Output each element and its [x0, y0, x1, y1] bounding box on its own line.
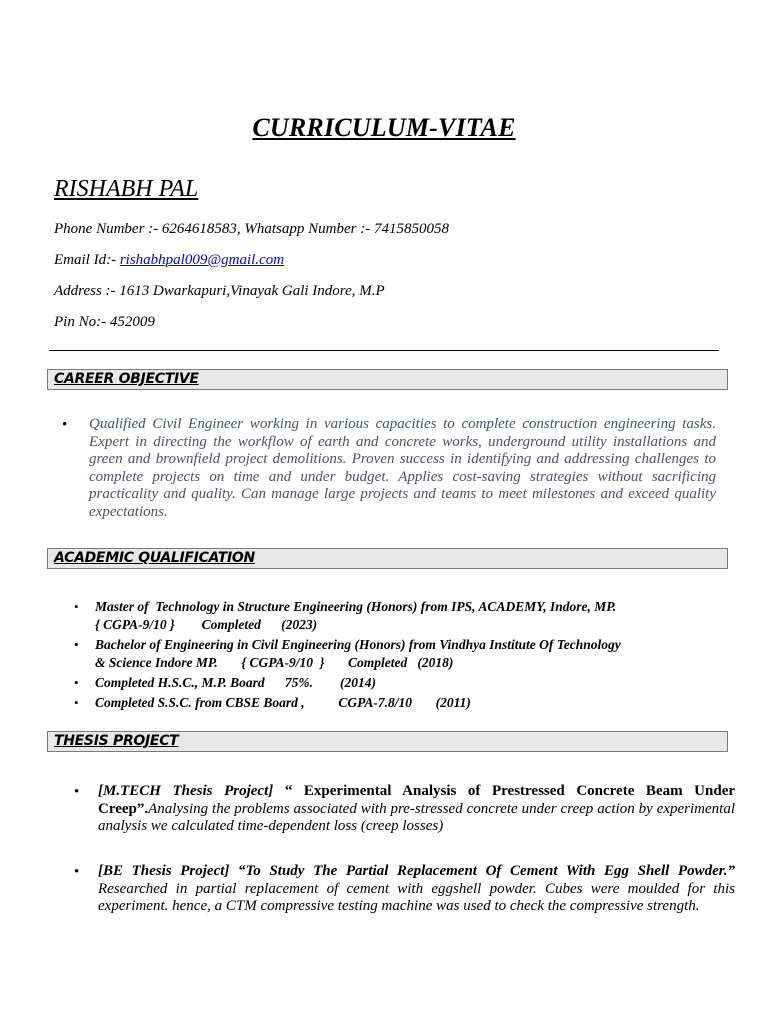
thesis-tag: [M.TECH Thesis Project]	[98, 783, 274, 799]
academic-item	[95, 694, 735, 712]
phone-line: Phone Number :- 6264618583, Whatsapp Number :- 7415850058	[54, 221, 449, 237]
section-academic-qualification	[47, 548, 728, 569]
academic-line: Master of Technology in Structure Engineering (Honors) from IPS, ACADEMY, Indore, MP.	[95, 599, 617, 614]
email-link[interactable]: rishabhpal009@gmail.com	[119, 252, 285, 268]
bullet-icon: •	[74, 599, 79, 614]
section-thesis-project	[47, 731, 728, 752]
bullet-icon: •	[74, 695, 79, 710]
bullet-icon: •	[74, 784, 80, 800]
academic-line: { CGPA-9/10 } Completed (2023)	[95, 617, 318, 632]
bullet-icon: •	[74, 675, 79, 690]
thesis-item-be	[98, 863, 735, 916]
thesis-description: Analysing the problems associated with pre-stressed concrete under creep action by experimental analysis we calculated time-dependent loss (creep losses)	[98, 800, 735, 834]
academic-line: Completed S.S.C. from CBSE Board , CGPA-7.8/10 (2011)	[95, 695, 471, 710]
page-title: CURRICULUM-VITAE	[252, 113, 516, 142]
bullet-icon: •	[74, 637, 79, 652]
academic-item	[95, 598, 735, 634]
academic-item	[95, 636, 735, 672]
thesis-quote: “	[273, 783, 304, 799]
academic-line: & Science Indore MP. { CGPA-9/10 } Completed (2018)	[95, 655, 454, 670]
candidate-name: RISHABH PAL	[54, 176, 199, 202]
thesis-description: Researched in partial replacement of cement with eggshell powder. Cubes were moulded for this experiment. hence, a CTM compressive testing machine was used to check the compressive strength.	[98, 880, 735, 914]
section-career-objective	[47, 369, 728, 390]
academic-item	[95, 674, 735, 692]
email-label: Email Id:-	[54, 252, 120, 268]
header-divider	[49, 350, 719, 351]
section-title: THESIS PROJECT	[54, 733, 179, 749]
address-line: Address :- 1613 Dwarkapuri,Vinayak Gali Indore, M.P	[54, 283, 385, 299]
thesis-item-mtech	[98, 783, 735, 836]
email-line	[54, 252, 284, 269]
academic-line: Bachelor of Engineering in Civil Engineering (Honors) from Vindhya Institute Of Technology	[95, 637, 621, 652]
section-title: CAREER OBJECTIVE	[54, 371, 199, 387]
career-objective-text: Qualified Civil Engineer working in various capacities to complete construction engineering tasks. Expert in directing the workflow of earth and concrete works, underground utility installations and green and brownfield project demolitions. Proven success in identifying and addressing challenges to complete projects on time and under budget. Applies cost-saving strategies without sacrificing practicality and quality. Can manage large projects and teams to meet milestones and exceed quality expectations.	[89, 416, 716, 520]
bullet-icon: •	[62, 417, 68, 433]
academic-line: Completed H.S.C., M.P. Board 75%. (2014)	[95, 675, 377, 690]
thesis-title: [BE Thesis Project] “To Study The Partial Replacement Of Cement With Egg Shell Powder.”	[98, 863, 735, 879]
section-title: ACADEMIC QUALIFICATION	[54, 550, 255, 566]
bullet-icon: •	[74, 864, 80, 880]
thesis-title: Experimental Analysis of Prestressed Concrete Beam Under Creep”.	[98, 783, 736, 817]
pin-line: Pin No:- 452009	[54, 314, 155, 330]
